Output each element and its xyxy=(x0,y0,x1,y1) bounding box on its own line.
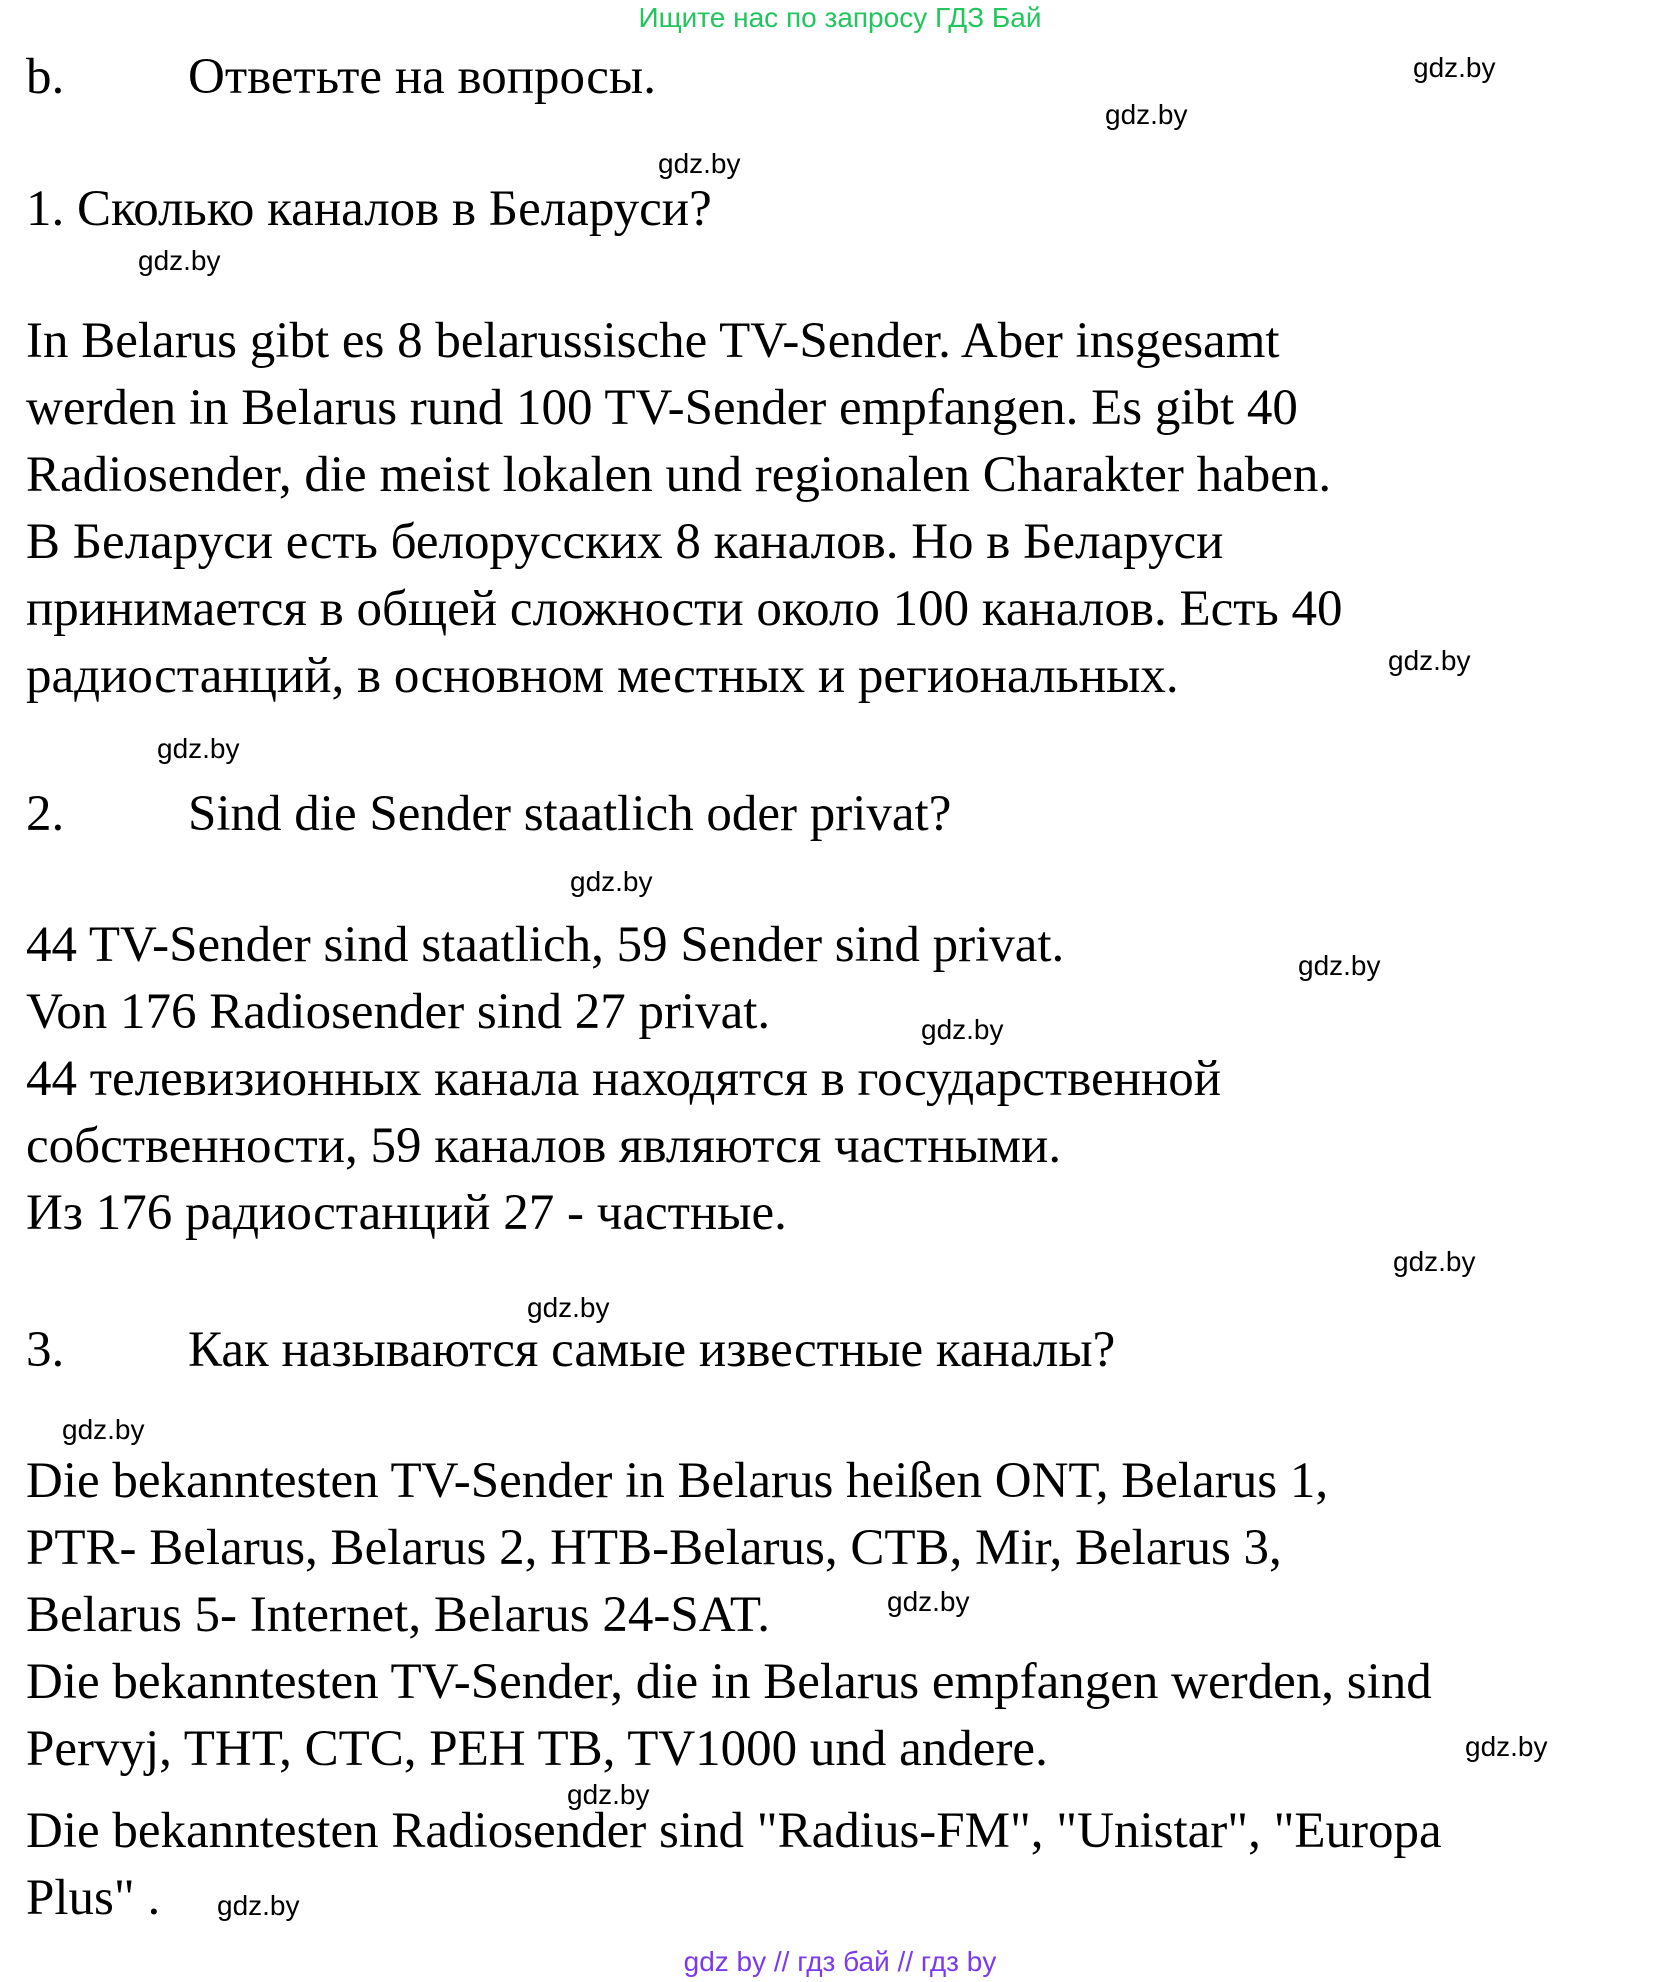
q1-answer-line: принимается в общей сложности около 100 каналов. Есть 40 xyxy=(26,581,1343,637)
q3-answer-line: Die bekanntesten TV-Sender in Belarus heißen ONT, Belarus 1, xyxy=(26,1453,1329,1509)
question-1-text: 1. Сколько каналов в Беларуси? xyxy=(26,181,712,237)
footer-link-text: gdz by // гдз бай // гдз by xyxy=(683,1946,997,1977)
q1-answer-line: В Беларуси есть белорусских 8 каналов. Но в Беларуси xyxy=(26,514,1224,570)
watermark: gdz.by xyxy=(1105,99,1188,130)
q3-answer-line: Die bekanntesten Radiosender sind "Radius-FM", "Unistar", "Europa xyxy=(26,1803,1442,1859)
watermark: gdz.by xyxy=(217,1890,300,1921)
watermark: gdz.by xyxy=(921,1014,1004,1045)
q2-answer-line: Von 176 Radiosender sind 27 privat. xyxy=(26,984,771,1040)
q3-answer-line: Die bekanntesten TV-Sender, die in Belarus empfangen werden, sind xyxy=(26,1654,1432,1710)
footer-links[interactable] xyxy=(0,1946,1680,1978)
watermark: gdz.by xyxy=(1393,1246,1476,1277)
watermark: gdz.by xyxy=(157,733,240,764)
q2-answer-line: 44 телевизионных канала находятся в государственной xyxy=(26,1051,1222,1107)
watermark: gdz.by xyxy=(138,245,221,276)
q2-answer-line: 44 TV-Sender sind staatlich, 59 Sender sind privat. xyxy=(26,917,1065,973)
question-3-number: 3. xyxy=(26,1322,65,1378)
watermark: gdz.by xyxy=(62,1414,145,1445)
question-3-text: Как называются самые известные каналы? xyxy=(188,1322,1116,1378)
q1-answer-line: werden in Belarus rund 100 TV-Sender empfangen. Es gibt 40 xyxy=(26,380,1298,436)
q1-answer-line: радиостанций, в основном местных и региональных. xyxy=(26,648,1179,704)
watermark: gdz.by xyxy=(887,1586,970,1617)
watermark: gdz.by xyxy=(567,1779,650,1810)
q1-answer-line: Radiosender, die meist lokalen und regionalen Charakter haben. xyxy=(26,447,1332,503)
watermark: gdz.by xyxy=(527,1292,610,1323)
watermark: gdz.by xyxy=(1465,1731,1548,1762)
header-link-text: Ищите нас по запросу ГДЗ Бай xyxy=(638,2,1042,33)
question-2-number: 2. xyxy=(26,786,65,842)
section-title: Ответьте на вопросы. xyxy=(188,49,656,105)
q3-answer-line: Pervyj, THT, CTC, PEH TB, TV1000 und andere. xyxy=(26,1721,1048,1777)
q3-answer-line: PTR- Belarus, Belarus 2, HTB-Belarus, CTB, Mir, Belarus 3, xyxy=(26,1520,1282,1576)
watermark: gdz.by xyxy=(1388,645,1471,676)
q2-answer-line: Из 176 радиостанций 27 - частные. xyxy=(26,1185,787,1241)
watermark: gdz.by xyxy=(570,866,653,897)
watermark: gdz.by xyxy=(1413,52,1496,83)
q2-answer-line: собственности, 59 каналов являются частными. xyxy=(26,1118,1062,1174)
question-2-text: Sind die Sender staatlich oder privat? xyxy=(188,786,952,842)
q3-answer-line: Belarus 5- Internet, Belarus 24-SAT. xyxy=(26,1587,771,1643)
q1-answer-line: In Belarus gibt es 8 belarussische TV-Sender. Aber insgesamt xyxy=(26,313,1280,369)
header-search-link[interactable] xyxy=(0,2,1680,34)
section-marker: b. xyxy=(26,49,65,105)
watermark: gdz.by xyxy=(658,148,741,179)
watermark: gdz.by xyxy=(1298,950,1381,981)
q3-answer-line: Plus" . xyxy=(26,1870,161,1926)
